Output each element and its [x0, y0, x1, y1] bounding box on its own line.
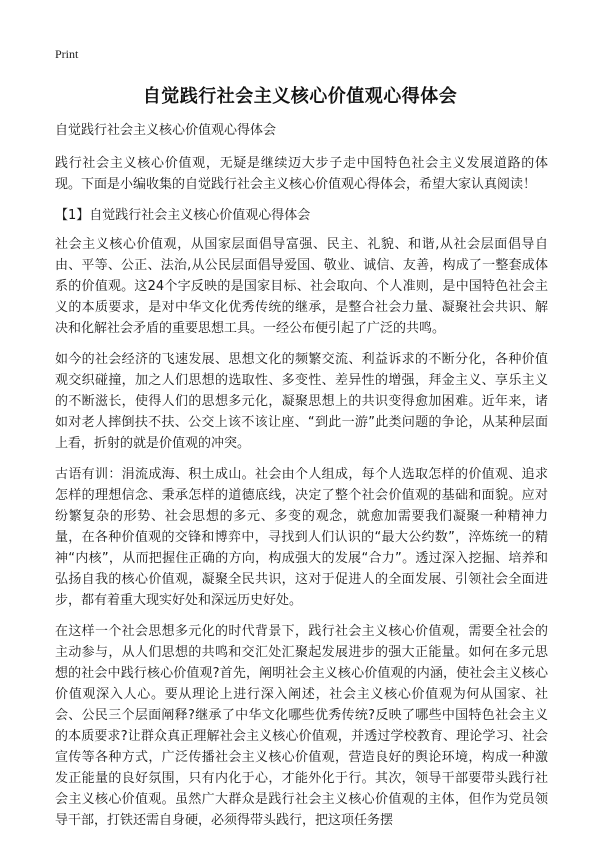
section-heading: 【1】自觉践行社会主义核心价值观心得体会 [55, 208, 311, 223]
body-paragraph-4: 在这样一个社会思想多元化的时代背景下，践行社会主义核心价值观，需要全社会的主动参与，从人们思想的共鸣和交汇处汇聚起发展进步的强大正能量。如何在多元思想的社会中践行核心价值观?首先，阐明社会主义核心价值观的内涵，使社会主义核心价值观深入人心。要从理论上进行深入阐述，社会主义核心价值观为何从国家、社会、公民三个层面阐释?继承了中华文化哪些优秀传统?反映了哪些中国特色社会主义的本质要求?让群众真正理解社会主义核心价值观，并透过学校教育、理论学习、社会宣传等各种方式，广泛传播社会主义核心价值观，营造良好的舆论环境，构成一种激发正能量的良好氛围，只有内化于心，才能外化于行。其次，领导干部要带头践行社会主义核心价值观。虽然广大群众是践行社会主义核心价值观的主体，但作为党员领导干部，打铁还需自身硬，必须得带头践行，把这项任务摆 [55, 624, 548, 828]
print-link[interactable]: Print [55, 47, 79, 61]
document-body [55, 120, 548, 841]
body-paragraph-1: 社会主义核心价值观，从国家层面倡导富强、民主、礼貌、和谐,从社会层面倡导自由、平等、公正、法治,从公民层面倡导爱国、敬业、诚信、友善，构成了一整套成体系的价值观。这24个字反映的是国家目标、社会取向、个人准则，是中国特色社会主义的本质要求，是对中华文化优秀传统的继承，是整合社会力量、凝聚社会共识、解决和化解社会矛盾的重要思想工具。一经公布便引起了广泛的共鸣。 [55, 237, 548, 336]
body-paragraph-3: 古语有训：涓流成海、积土成山。社会由个人组成，每个人选取怎样的价值观、追求怎样的理想信念、秉承怎样的道德底线，决定了整个社会价值观的基础和面貌。应对纷繁复杂的形势、社会思想的多元、多变的观念，就愈加需要我们凝聚一种精神力量，在各种价值观的交锋和博弈中，寻找到人们认识的“最大公约数”，淬炼统一的精神“内核”，从而把握住正确的方向，构成强大的发展“合力”。透过深入挖掘、培养和弘扬自我的核心价值观，凝聚全民共识，这对于促进人的全面发展、引领社会全面进步，都有着重大现实好处和深远历史好处。 [55, 467, 548, 608]
body-paragraph-2: 如今的社会经济的飞速发展、思想文化的频繁交流、利益诉求的不断分化，各种价值观交织碰撞，加之人们思想的选取性、多变性、差异性的增强，拜金主义、享乐主义的不断滋长，使得人们的思想多元化，凝聚思想上的共识变得愈加困难。近年来，诸如对老人摔倒扶不扶、公交上该不该让座、“到此一游”此类问题的争论，从某种层面上看，折射的就是价值观的冲突。 [55, 352, 548, 451]
page-title: 自觉践行社会主义核心价值观心得体会 [142, 86, 458, 107]
intro-paragraph: 践行社会主义核心价值观，无疑是继续迈大步子走中国特色社会主义发展道路的体现。下面是小编收集的自觉践行社会主义核心价值观心得体会，希望大家认真阅读！ [55, 156, 548, 192]
document-subtitle: 自觉践行社会主义核心价值观心得体会 [55, 123, 277, 138]
